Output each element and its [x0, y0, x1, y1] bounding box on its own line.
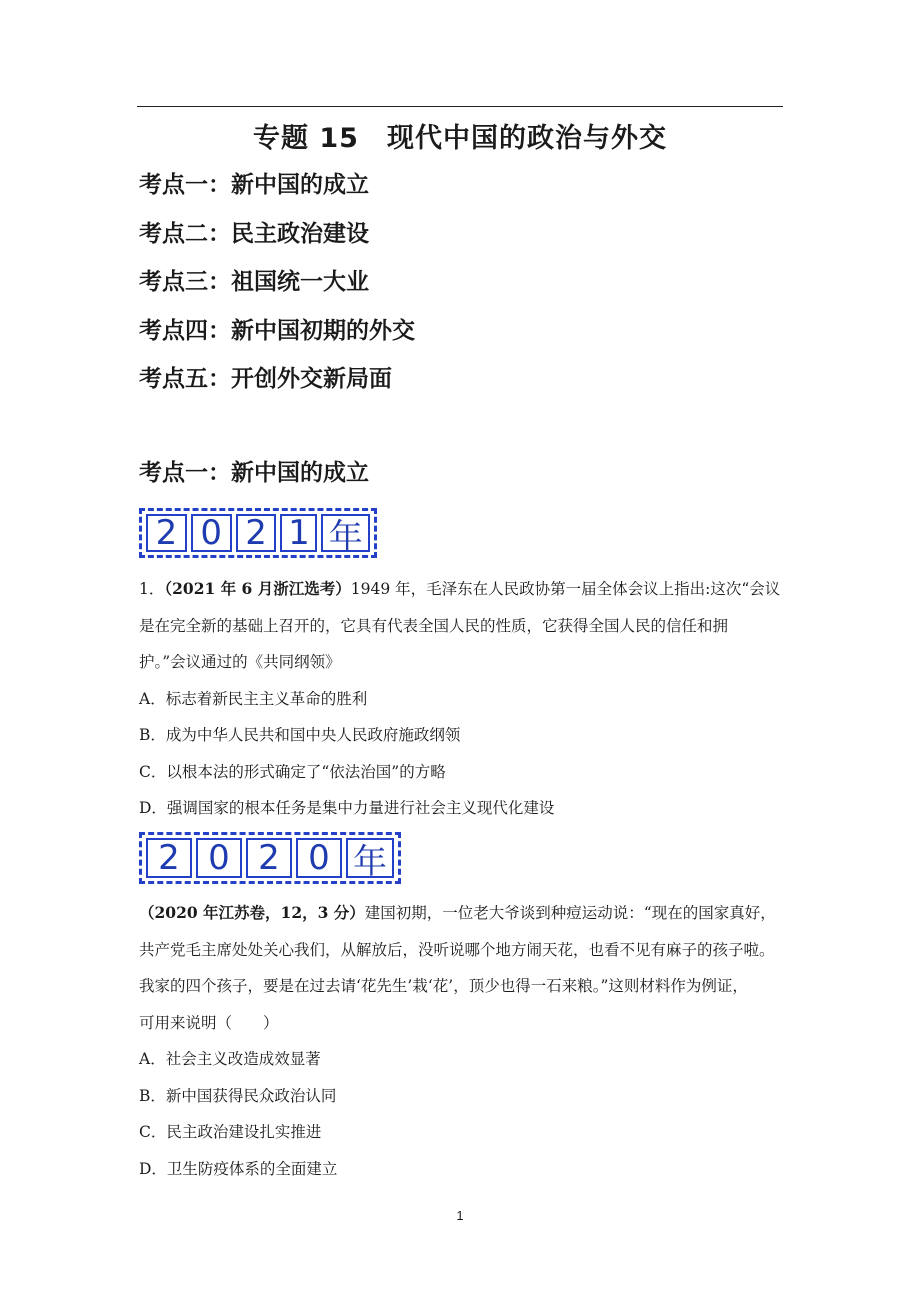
topic-item: 考点二：民主政治建设 [139, 220, 369, 247]
year-banner-2020 [139, 832, 401, 884]
year-digit: 0 [296, 838, 342, 878]
year-digit: 2 [236, 514, 277, 552]
option-c: C．民主政治建设扎实推进 [139, 1123, 322, 1141]
option-a: A．社会主义改造成效显著 [139, 1050, 321, 1068]
year-digit: 2 [246, 838, 292, 878]
stem-line: 共产党毛主席处处关心我们，从解放后，没听说哪个地方闹天花，也看不见有麻子的孩子啦。 [139, 940, 775, 959]
topic-item: 考点一：新中国的成立 [139, 172, 369, 198]
header-rule [137, 106, 783, 107]
stem-line: 可用来说明（ ） [139, 1013, 279, 1032]
question-stem [139, 571, 784, 608]
question-1 [139, 571, 784, 827]
stem-line: 是在完全新的基础上召开的，它具有代表全国人民的性质，它获得全国人民的信任和拥 [139, 616, 729, 635]
option-d: D．卫生防疫体系的全面建立 [139, 1159, 338, 1178]
section-heading: 考点一：新中国的成立 [139, 460, 369, 486]
page-title: 专题 15 现代中国的政治与外交 [253, 123, 667, 154]
year-digit: 1 [280, 514, 317, 552]
question-source: （2021 年 6 月浙江选考） [164, 579, 351, 598]
topic-item: 考点五：开创外交新局面 [139, 366, 392, 392]
year-char: 年 [346, 838, 394, 878]
year-digit: 0 [191, 514, 232, 552]
stem-line: 护。”会议通过的《共同纲领》 [139, 653, 341, 671]
stem-line: 1949 年，毛泽东在人民政协第一届全体会议上指出:这次“会议 [350, 580, 781, 598]
year-banner-2021 [139, 508, 377, 558]
question-stem [139, 895, 784, 932]
question-number: 1． [139, 580, 165, 598]
stem-line: 我家的四个孩子，要是在过去请‘花先生’栽‘花’，顶少也得一石来粮。”这则材料作为例证， [139, 977, 748, 995]
stem-line: 建国初期，一位老大爷谈到种痘运动说：“现在的国家真好， [364, 904, 776, 922]
option-d: D．强调国家的根本任务是集中力量进行社会主义现代化建设 [139, 799, 555, 817]
option-a: A．标志着新民主主义革命的胜利 [139, 689, 368, 708]
topic-item: 考点三：祖国统一大业 [139, 269, 369, 295]
page-number: 1 [456, 1208, 464, 1223]
question-2 [139, 895, 784, 1187]
option-c: C．以根本法的形式确定了“依法治国”的方略 [139, 762, 446, 781]
option-b: B．成为中华人民共和国中央人民政府施政纲领 [139, 726, 461, 744]
year-digit: 2 [146, 514, 187, 552]
year-char: 年 [321, 514, 370, 552]
topic-list [139, 168, 415, 411]
year-digit: 0 [196, 838, 242, 878]
question-source: （2020 年江苏卷，12，3 分） [139, 903, 365, 922]
option-b: B．新中国获得民众政治认同 [139, 1086, 337, 1105]
year-digit: 2 [146, 838, 192, 878]
topic-item: 考点四：新中国初期的外交 [139, 317, 415, 344]
